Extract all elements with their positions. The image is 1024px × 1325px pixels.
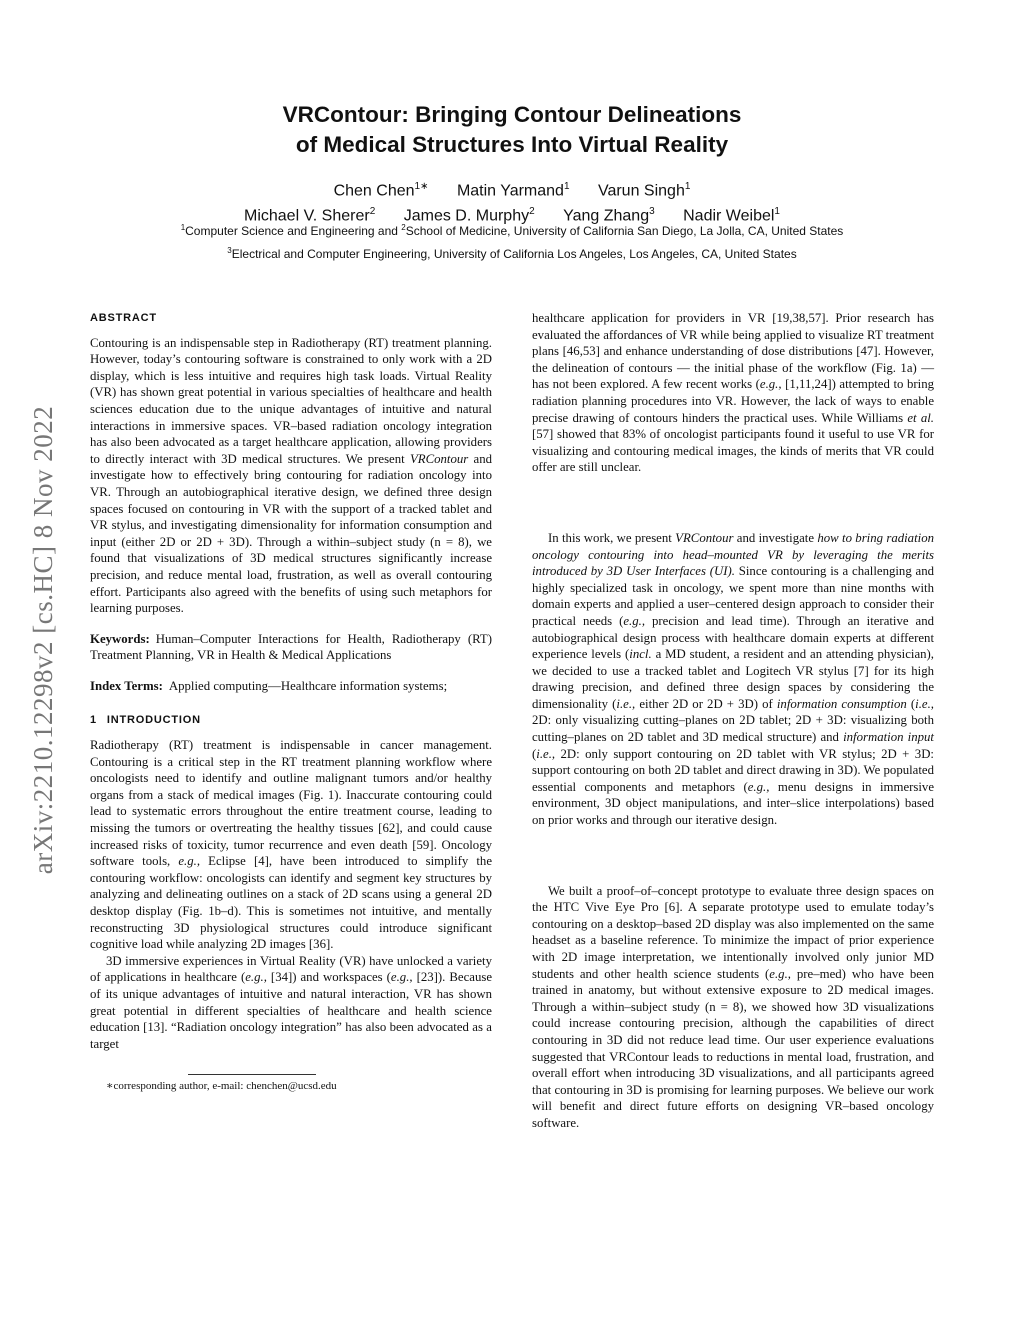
author: Yang Zhang$^3$ <box>563 206 655 225</box>
right-column <box>532 310 934 1132</box>
author-row-1 <box>0 176 1024 201</box>
left-column <box>90 310 492 1093</box>
author: Matin Yarmand$^1$ <box>456 181 570 200</box>
section-heading-introduction: 1 INTRODUCTION <box>90 714 201 727</box>
right-paragraph-1: healthcare application for providers in VR [19,38,57]. Prior research has evaluated the affordances of VR while being applied to visualize RT treatment plans [46,53] and enhance understanding of dose distributions [47]. However, the delineation of contours — the initial phase of the workflow (Fig. 1a) — has not been explored. A few recent works (e.g., [1,11,24]) attempted to bring radiation planning procedures into VR. However, the lack of ways to enable precise drawing of contours hinders the practical uses. While Williams et al. [57] showed that 83% of oncologist participants found it useful to use VR for visualizing and contouring medical images, the kinds of merits that VR could offer are still unclear. <box>532 311 934 475</box>
title-line-2: of Medical Structures Into Virtual Reality <box>295 132 729 157</box>
affiliation-line-2: $^3$Electrical and Computer Engineering, University of California Los Angeles, Los Angeles, CA, United States <box>227 246 797 261</box>
abstract-heading: ABSTRACT <box>90 312 157 324</box>
footnote: ∗corresponding author, e-mail: chenchen@ucsd.edu <box>106 1080 337 1093</box>
arxiv-side-stamp: arXiv:2210.12298v2 [cs.HC] 8 Nov 2022 <box>28 405 58 875</box>
affiliation-line-1: $^1$Computer Science and Engineering and $^2$School of Medicine, University of California San Diego, La Jolla, CA, United States <box>180 223 844 238</box>
index-terms: Index Terms: Applied computing—Healthcare information systems; <box>90 678 448 693</box>
paper-title <box>0 100 1024 160</box>
right-paragraph-2: In this work, we present VRContour and investigate how to bring radiation oncology contouring into head–mounted VR by leveraging the merits introduced by 3D User Interfaces (UI). Since contouring is a challenging and highly specialized task in oncology, we spent more than nine months with domain experts and applied a user–centered design approach to consider their practical needs (e.g., precision and lead time). Through an iterative and autobiographical design process with healthcare domain experts at different experience levels (incl. a MD student, a resident and an attending physician), we decided to use a tracked tablet and Logitech VR stylus [7] for its high drawing precision, and defined three design spaces by considering the dimensionality (i.e., either 2D or 2D + 3D) of information consumption (i.e., 2D: only visualizing cutting–planes on 2D tablet; 2D + 3D: visualizing both cutting–planes on 2D tablet and 3D medical structure) and information input (i.e., 2D: only support contouring on 2D tablet with VR stylus; 2D + 3D: support contouring on both 2D tablet and direct drawing in 3D). We populated essential components and metaphors (e.g., menu designs in immersive environment, 3D object manipulations, and inter–slice interpolations) based on prior works and through our iterative design. <box>532 530 934 828</box>
author: Michael V. Sherer$^2$ <box>244 206 376 225</box>
author: Varun Singh$^1$ <box>597 181 691 200</box>
right-paragraph-3: We built a proof–of–concept prototype to evaluate three design spaces on the HTC Vive Eye Pro [6]. A separate prototype used to emulate today’s contouring on a desktop–based 2D display was also implemented on the same headset as a baseline reference. To minimize the impact of prior experience with 2D image interpretation, we intentionally involved only junior MD students and other health science students (e.g., pre–med) who have been trained in anatomy, but without extensive exposure to 2D medical images. Through a within–subject study (n = 8), we showed how 3D visualizations could increase contouring precision, although the capabilities of direct contouring in 3D did not reduce lead time. Our user experience evaluations suggested that VRContour leads to reductions in mental load, frustration, and overall effort when introducing 3D visualizations, and all participants agreed that contouring in 3D is promising for learning purposes. We believe our work will benefit and direct future efforts on designing VR–based oncology software. <box>532 883 934 1130</box>
intro-paragraph-2: 3D immersive experiences in Virtual Reality (VR) have unlocked a variety of applications in healthcare (e.g., [34]) and workspaces (e.g., [23]). Because of its unique advantages of intuitive and natural interaction, VR has shown great potential in different specialties of healthcare and health science education [13]. “Radiation oncology integration” has also been advocated as a target <box>90 953 493 1051</box>
affiliations <box>0 218 1024 264</box>
title-line-1: VRContour: Bringing Contour Delineations <box>282 102 742 127</box>
footnote-rule <box>188 1074 316 1075</box>
author: Chen Chen$^{1∗}$ <box>333 181 429 200</box>
author: James D. Murphy$^2$ <box>403 206 535 225</box>
intro-paragraph-1: Radiotherapy (RT) treatment is indispensable in cancer management. Contouring is a critical step in the RT treatment planning workflow where oncologists need to identify and outline malignant tumors and/or healthy organs from a stack of medical images (Fig. 1). Inaccurate contouring could lead to systematic errors throughout the entire treatment course, leading to missing the tumors or overtreating the healthy tissues [62], and could cause increased risks of toxicity, tumor recurrence and even death [59]. Oncology software tools, e.g., Eclipse [4], have been introduced to simplify the contouring workflow: oncologists can identify and segment key structures by analyzing and delineating outlines on a stack of 2D scans using a general 2D desktop display (Fig. 1b–d). This is sometimes not intuitive, and mentally reconstructing 3D physiological structures could introduce significant cognitive load while analyzing 2D images [36]. <box>90 738 493 952</box>
keywords: Keywords: Human–Computer Interactions for Health, Radiotherapy (RT) Treatment Planning, VR in Health & Medical Applications <box>90 631 492 663</box>
author: Nadir Weibel$^1$ <box>683 206 780 225</box>
abstract-text: Contouring is an indispensable step in Radiotherapy (RT) treatment planning. However, today’s contouring software is constrained to only work with a 2D display, which is less intuitive and requires high task loads. Virtual Reality (VR) has shown great potential in various specialties of healthcare and health sciences education due to the unique advantages of intuitive and natural interactions in immersive spaces. VR–based radiation oncology integration has also been advocated as a target healthcare application, allowing providers to directly interact with 3D medical structures. We present VRContour and investigate how to effectively bring contouring for radiation oncology into VR. Through an autobiographical iterative design, we defined three design spaces focused on contouring in VR with the support of a tracked tablet and VR stylus, and investigating dimensionality for information consumption and input (either 2D or 2D + 3D). Through a within–subject study (n = 8), we found that visualizations of 3D medical structures significantly increase precision, and reduce mental load, frustration, as well as overall contouring effort. Participants also agreed with the benefits of using such metaphors for learning purposes. <box>90 335 492 616</box>
